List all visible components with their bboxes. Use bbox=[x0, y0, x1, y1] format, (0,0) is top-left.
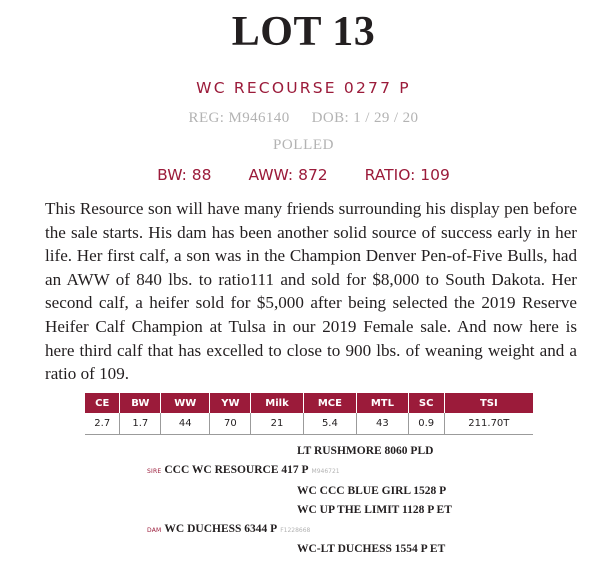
epd-value-mce: 5.4 bbox=[303, 413, 357, 434]
epd-header-milk: Milk bbox=[251, 393, 303, 413]
epd-table bbox=[85, 393, 533, 435]
sire-registration: M946721 bbox=[311, 468, 340, 475]
epd-value-yw: 70 bbox=[210, 413, 251, 434]
epd-value-row bbox=[85, 413, 533, 434]
epd-header-mtl: MTL bbox=[357, 393, 409, 413]
sire-label: SIRE bbox=[147, 468, 162, 475]
epd-value-sc: 0.9 bbox=[408, 413, 444, 434]
epd-header-mce: MCE bbox=[303, 393, 357, 413]
date-of-birth: DOB: 1 / 29 / 20 bbox=[311, 110, 419, 126]
registration-number: REG: M946140 bbox=[188, 110, 290, 126]
epd-header-bw: BW bbox=[120, 393, 161, 413]
epd-value-tsi: 211.70T bbox=[444, 413, 533, 434]
epd-header-tsi: TSI bbox=[444, 393, 533, 413]
pedigree-dam-dam: WC-LT DUCHESS 1554 P ET bbox=[297, 543, 446, 555]
pedigree-dam: WC DUCHESS 6344 P bbox=[164, 523, 278, 535]
epd-value-bw: 1.7 bbox=[120, 413, 161, 434]
dam-label: DAM bbox=[147, 527, 162, 534]
pedigree-sire-dam: WC CCC BLUE GIRL 1528 P bbox=[297, 485, 447, 497]
polled-label: POLLED bbox=[272, 137, 335, 153]
registration-line bbox=[0, 110, 607, 127]
weaning-ratio: RATIO: 109 bbox=[364, 166, 450, 184]
pedigree-sire-sire: LT RUSHMORE 8060 PLD bbox=[297, 445, 434, 457]
epd-value-milk: 21 bbox=[251, 413, 303, 434]
epd-header-yw: YW bbox=[210, 393, 251, 413]
epd-value-ww: 44 bbox=[161, 413, 210, 434]
epd-value-ce: 2.7 bbox=[85, 413, 120, 434]
pedigree-dam-line bbox=[147, 523, 310, 535]
epd-header-sc: SC bbox=[408, 393, 444, 413]
epd-header-ww: WW bbox=[161, 393, 210, 413]
pedigree-dam-sire: WC UP THE LIMIT 1128 P ET bbox=[297, 504, 452, 516]
lot-description: This Resource son will have many friends surrounding his display pen before the sale starts. His dam has been another solid source of success early in her life. Her first calf, a son was in the Champion Denver Pen-of-Five Bulls, had an AWW of 840 lbs. to ratio111 and sold for $8,000 to South Dakota. Her second calf, a heifer sold for $5,000 after being selected the 2019 Reserve Heifer Calf Champion at Tulsa in our 2019 Female sale. And now here is here third calf that has excelled to close to 900 lbs. of weaning weight and a ratio of 109. bbox=[45, 199, 577, 384]
pedigree-sire: CCC WC RESOURCE 417 P bbox=[164, 464, 309, 476]
epd-header-ce: CE bbox=[85, 393, 120, 413]
pedigree-sire-line bbox=[147, 464, 340, 476]
dam-registration: F1228668 bbox=[280, 527, 311, 534]
birth-weight: BW: 88 bbox=[157, 166, 212, 184]
epd-value-mtl: 43 bbox=[357, 413, 409, 434]
lot-title: LOT 13 bbox=[231, 9, 376, 55]
animal-name: WC RECOURSE 0277 P bbox=[196, 79, 411, 97]
stats-line bbox=[0, 166, 607, 184]
adjusted-weaning-weight: AWW: 872 bbox=[248, 166, 328, 184]
epd-header-row bbox=[85, 393, 533, 413]
